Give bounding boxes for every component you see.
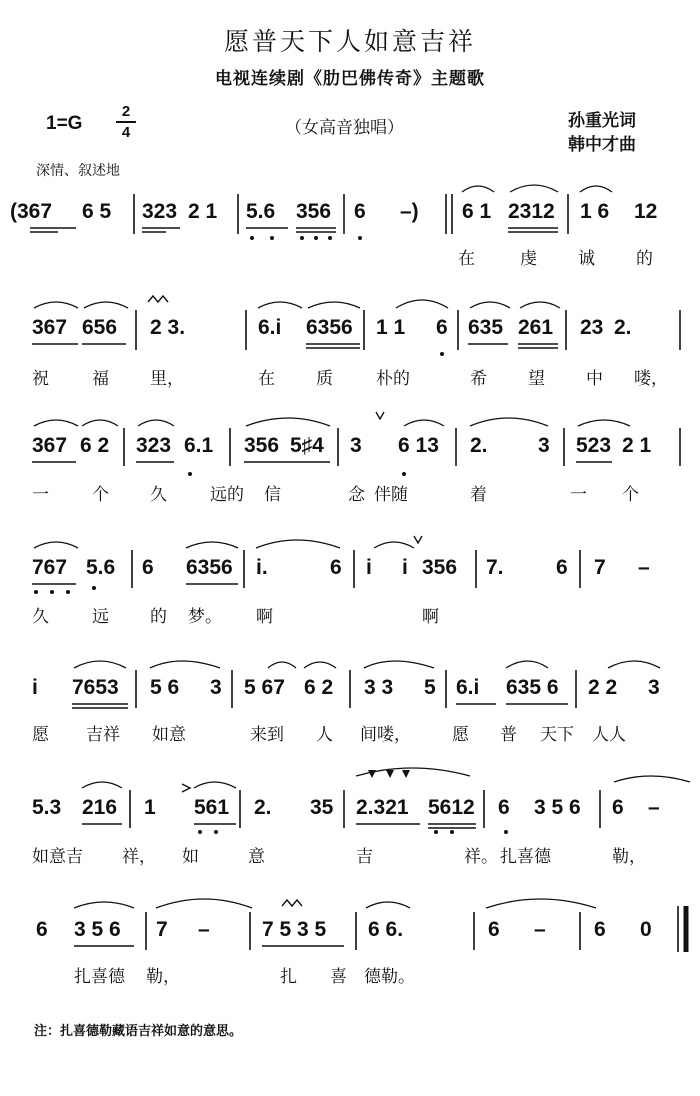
low-octave-dot bbox=[314, 236, 318, 240]
note-group: 6 bbox=[556, 556, 568, 579]
lyric-syllable: 个 bbox=[622, 485, 639, 505]
lyric-syllable: 在 bbox=[458, 249, 475, 269]
meter-bottom: 4 bbox=[121, 124, 131, 141]
staccato-marks bbox=[368, 770, 410, 778]
note-group: 5 67 bbox=[244, 676, 285, 699]
note-group: 2. bbox=[254, 796, 272, 819]
low-octave-dot bbox=[92, 586, 96, 590]
slur bbox=[246, 418, 330, 426]
note-group: 2 1 bbox=[188, 200, 218, 223]
note-group: 5♯4 bbox=[290, 434, 324, 457]
lyric-syllable: 意 bbox=[248, 847, 265, 867]
slur bbox=[258, 302, 302, 308]
slur bbox=[486, 899, 596, 908]
lyric-syllable: 啊 bbox=[422, 607, 439, 627]
note-group: 6.1 bbox=[184, 434, 214, 457]
note-group: 2. bbox=[614, 316, 632, 339]
duration-underlines bbox=[30, 228, 612, 946]
low-octave-dot bbox=[358, 236, 362, 240]
note-group: 6 bbox=[488, 918, 500, 941]
note-group: 6 bbox=[498, 796, 510, 819]
slur bbox=[304, 662, 336, 668]
low-octave-dot bbox=[66, 590, 70, 594]
note-group: 1 1 bbox=[376, 316, 406, 339]
note-group: 2 3. bbox=[150, 316, 186, 339]
note-group: 635 bbox=[468, 316, 504, 339]
lyric-syllable: 愿 bbox=[452, 725, 469, 745]
low-octave-dot bbox=[328, 236, 332, 240]
staccato-wedge-icon bbox=[402, 770, 410, 778]
slur bbox=[506, 661, 548, 668]
slur bbox=[138, 420, 174, 426]
note-group: i. bbox=[256, 556, 268, 579]
song-subtitle: 电视连续剧《肋巴佛传奇》主题歌 bbox=[215, 69, 485, 89]
slur bbox=[520, 302, 560, 308]
lyric-syllable: 中 bbox=[586, 369, 603, 389]
lyric-syllable: 普 bbox=[500, 725, 517, 745]
lyric-syllable: 吉 bbox=[356, 847, 373, 867]
low-octave-dot bbox=[300, 236, 304, 240]
note-group: 367 bbox=[32, 434, 68, 457]
lyric-syllable: 祥， bbox=[122, 847, 156, 867]
lyric-syllable: 伴随 bbox=[374, 485, 408, 505]
low-octave-dot bbox=[198, 830, 202, 834]
note-group: 2. bbox=[470, 434, 488, 457]
low-octave-dot bbox=[50, 590, 54, 594]
lyric-syllable: 的 bbox=[150, 607, 167, 627]
lyric-syllable: 虔 bbox=[520, 249, 537, 269]
lyric-syllable: 一 bbox=[570, 485, 587, 505]
lyric-syllable: 久 bbox=[32, 607, 49, 627]
slur bbox=[186, 542, 238, 548]
lyric-syllable: 喽， bbox=[634, 369, 668, 389]
note-group: 2.321 bbox=[356, 796, 409, 819]
note-group: 7 5 3 5 bbox=[262, 918, 327, 941]
note-group: 767 bbox=[32, 556, 68, 579]
slur bbox=[34, 420, 78, 426]
slur bbox=[74, 902, 134, 908]
lyric-syllable: 朴的 bbox=[376, 369, 410, 389]
tempo-marking: 深情、叙述地 bbox=[36, 163, 120, 179]
mordent-icon bbox=[282, 900, 302, 906]
note-group: 6.i bbox=[456, 676, 480, 699]
slur bbox=[462, 186, 494, 192]
lyric-syllable: 在 bbox=[258, 369, 275, 389]
note-group: 7 bbox=[594, 556, 606, 579]
note-group: 1 bbox=[144, 796, 156, 819]
note-group: i bbox=[32, 676, 38, 699]
lyric-syllable: 梦。 bbox=[188, 607, 222, 627]
lyric-syllable: 信 bbox=[264, 485, 281, 505]
note-group: 3 bbox=[538, 434, 550, 457]
note-group: (367 bbox=[10, 200, 53, 223]
lyric-syllable: 德勒。 bbox=[364, 967, 415, 987]
slur bbox=[256, 540, 340, 548]
low-octave-dot bbox=[34, 590, 38, 594]
note-group: 323 bbox=[142, 200, 178, 223]
note-group: – bbox=[638, 556, 650, 579]
lyric-syllable: 诚 bbox=[578, 249, 595, 269]
low-octave-dot bbox=[188, 472, 192, 476]
lyric-syllable: 望 bbox=[528, 369, 545, 389]
note-group: 5 bbox=[424, 676, 436, 699]
low-octave-dot bbox=[440, 352, 444, 356]
note-group: 356 bbox=[244, 434, 280, 457]
voice-type: （女高音独唱） bbox=[285, 118, 404, 138]
mordent-icon bbox=[148, 296, 168, 302]
note-group: 323 bbox=[136, 434, 172, 457]
slur bbox=[396, 300, 448, 308]
note-group: 6 2 bbox=[80, 434, 110, 457]
note-group: 7. bbox=[486, 556, 504, 579]
slur bbox=[614, 776, 690, 782]
note-group: 561 bbox=[194, 796, 230, 819]
slur bbox=[608, 661, 660, 668]
note-group: – bbox=[198, 918, 210, 941]
note-group: 216 bbox=[82, 796, 118, 819]
note-group: 6 1 bbox=[462, 200, 492, 223]
slur bbox=[150, 661, 220, 668]
note-group: 5.6 bbox=[246, 200, 276, 223]
lyric-syllable: 扎喜德 bbox=[500, 847, 551, 867]
note-group: 3 5 6 bbox=[534, 796, 581, 819]
ornaments bbox=[148, 296, 422, 906]
lyric-syllable: 祝 bbox=[32, 369, 49, 389]
low-octave-dot bbox=[250, 236, 254, 240]
note-group: 5.6 bbox=[86, 556, 116, 579]
octave-dots bbox=[34, 236, 508, 834]
note-group: 367 bbox=[32, 316, 68, 339]
lyric-syllable: 如 bbox=[182, 847, 199, 867]
lyric-syllable: 远的 bbox=[210, 485, 244, 505]
lyric-syllable: 着 bbox=[470, 485, 487, 505]
slur bbox=[308, 302, 360, 308]
lyric-syllable: 人 bbox=[316, 725, 333, 745]
lyric-syllable: 一 bbox=[32, 485, 49, 505]
note-group: 6 bbox=[612, 796, 624, 819]
lyric-syllable: 如意吉 bbox=[32, 847, 83, 867]
lyric-syllable: 福 bbox=[92, 369, 109, 389]
slur bbox=[578, 420, 630, 426]
slur bbox=[366, 902, 410, 908]
note-group: 5 6 bbox=[150, 676, 180, 699]
composer-credit: 韩中才曲 bbox=[568, 135, 636, 155]
note-group: 3 bbox=[648, 676, 660, 699]
slurs bbox=[34, 185, 690, 908]
low-octave-dot bbox=[434, 830, 438, 834]
note-group: 656 bbox=[82, 316, 118, 339]
lyric-syllable: 祥。 bbox=[464, 847, 498, 867]
lyric-syllable: 啊 bbox=[256, 607, 273, 627]
lyric-syllable: 念 bbox=[348, 485, 365, 505]
footnote: 注：扎喜德勒藏语吉祥如意的意思。 bbox=[34, 1024, 243, 1039]
lyric-syllable: 愿 bbox=[32, 725, 49, 745]
note-group: 7653 bbox=[72, 676, 119, 699]
note-group: 12 bbox=[634, 200, 658, 223]
note-group: 6356 bbox=[186, 556, 233, 579]
slur bbox=[374, 542, 414, 548]
lyricist-credit: 孙重光词 bbox=[568, 111, 636, 131]
lyric-syllable: 吉祥 bbox=[86, 725, 120, 745]
lyric-syllable: 间喽， bbox=[360, 725, 411, 745]
note-group: 7 bbox=[156, 918, 168, 941]
lyric-syllable: 来到 bbox=[250, 725, 284, 745]
slur bbox=[404, 420, 444, 426]
note-group: 523 bbox=[576, 434, 612, 457]
lyric-syllable: 勒， bbox=[146, 967, 180, 987]
note-group: 6356 bbox=[306, 316, 353, 339]
slur bbox=[84, 302, 128, 308]
breath-mark-icon bbox=[414, 536, 422, 543]
low-octave-dot bbox=[450, 830, 454, 834]
slur bbox=[82, 782, 122, 788]
slur bbox=[34, 302, 78, 308]
slur bbox=[470, 418, 548, 426]
slur bbox=[510, 185, 558, 192]
note-group: 1 6 bbox=[580, 200, 610, 223]
slur bbox=[156, 899, 252, 908]
song-title: 愿普天下人如意吉祥 bbox=[223, 27, 476, 56]
note-group: 5612 bbox=[428, 796, 475, 819]
note-group: 3 5 6 bbox=[74, 918, 121, 941]
low-octave-dot bbox=[402, 472, 406, 476]
note-group: 23 bbox=[580, 316, 604, 339]
slur bbox=[470, 302, 510, 308]
note-group: 261 bbox=[518, 316, 554, 339]
note-group: 356 bbox=[422, 556, 458, 579]
staccato-wedge-icon bbox=[368, 770, 376, 778]
note-group: 3 3 bbox=[364, 676, 394, 699]
note-group: i bbox=[402, 556, 408, 579]
lyric-syllable: 如意 bbox=[152, 725, 186, 745]
note-group: – bbox=[534, 918, 546, 941]
lyric-syllable: 希 bbox=[470, 369, 487, 389]
note-group: 6 bbox=[354, 200, 366, 223]
note-group: 3 bbox=[350, 434, 362, 457]
slur bbox=[364, 661, 434, 668]
low-octave-dot bbox=[504, 830, 508, 834]
note-group: – bbox=[648, 796, 660, 819]
note-group: 635 6 bbox=[506, 676, 559, 699]
note-group: 6 bbox=[142, 556, 154, 579]
note-group: 5.3 bbox=[32, 796, 62, 819]
slur bbox=[74, 661, 126, 668]
note-group: 6.i bbox=[258, 316, 282, 339]
lyric-syllable: 的 bbox=[636, 249, 653, 269]
note-group: –) bbox=[400, 200, 419, 223]
accent-icon bbox=[182, 784, 190, 792]
lyric-syllable: 久 bbox=[150, 485, 167, 505]
note-group: 6 bbox=[36, 918, 48, 941]
lyric-syllable: 里， bbox=[150, 369, 184, 389]
lyric-syllable: 远 bbox=[92, 607, 109, 627]
lyric-syllable: 人人 bbox=[592, 725, 626, 745]
breath-mark-icon bbox=[376, 412, 384, 419]
lyric-syllable: 扎喜德 bbox=[74, 967, 125, 987]
note-group: 6 5 bbox=[82, 200, 112, 223]
low-octave-dot bbox=[214, 830, 218, 834]
note-group: 6 bbox=[594, 918, 606, 941]
note-group: 6 6. bbox=[368, 918, 404, 941]
lyric-syllable: 喜 bbox=[330, 967, 347, 987]
slur bbox=[82, 420, 118, 426]
note-group: 6 2 bbox=[304, 676, 334, 699]
staccato-wedge-icon bbox=[386, 770, 394, 778]
lyric-syllable: 个 bbox=[92, 485, 109, 505]
slur bbox=[580, 186, 612, 192]
barlines bbox=[124, 194, 680, 952]
note-group: 6 bbox=[436, 316, 448, 339]
key-signature: 1=G bbox=[46, 113, 83, 134]
lyric-syllable: 扎 bbox=[280, 967, 297, 987]
note-group: 0 bbox=[640, 918, 652, 941]
note-group: 6 bbox=[330, 556, 342, 579]
lyric-syllable: 勒， bbox=[612, 847, 646, 867]
lyric-syllable: 质 bbox=[316, 369, 333, 389]
slur bbox=[34, 542, 78, 548]
note-group: 2 2 bbox=[588, 676, 618, 699]
low-octave-dot bbox=[270, 236, 274, 240]
lyric-syllable: 天下 bbox=[540, 725, 574, 745]
slur bbox=[194, 782, 236, 788]
note-group: 6 13 bbox=[398, 434, 439, 457]
note-group: 2312 bbox=[508, 200, 555, 223]
note-group: 2 1 bbox=[622, 434, 652, 457]
note-group: 3 bbox=[210, 676, 222, 699]
slur bbox=[268, 662, 296, 668]
note-group: 35 bbox=[310, 796, 334, 819]
meter-top: 2 bbox=[121, 103, 131, 120]
note-group: 356 bbox=[296, 200, 332, 223]
note-group: i bbox=[366, 556, 372, 579]
